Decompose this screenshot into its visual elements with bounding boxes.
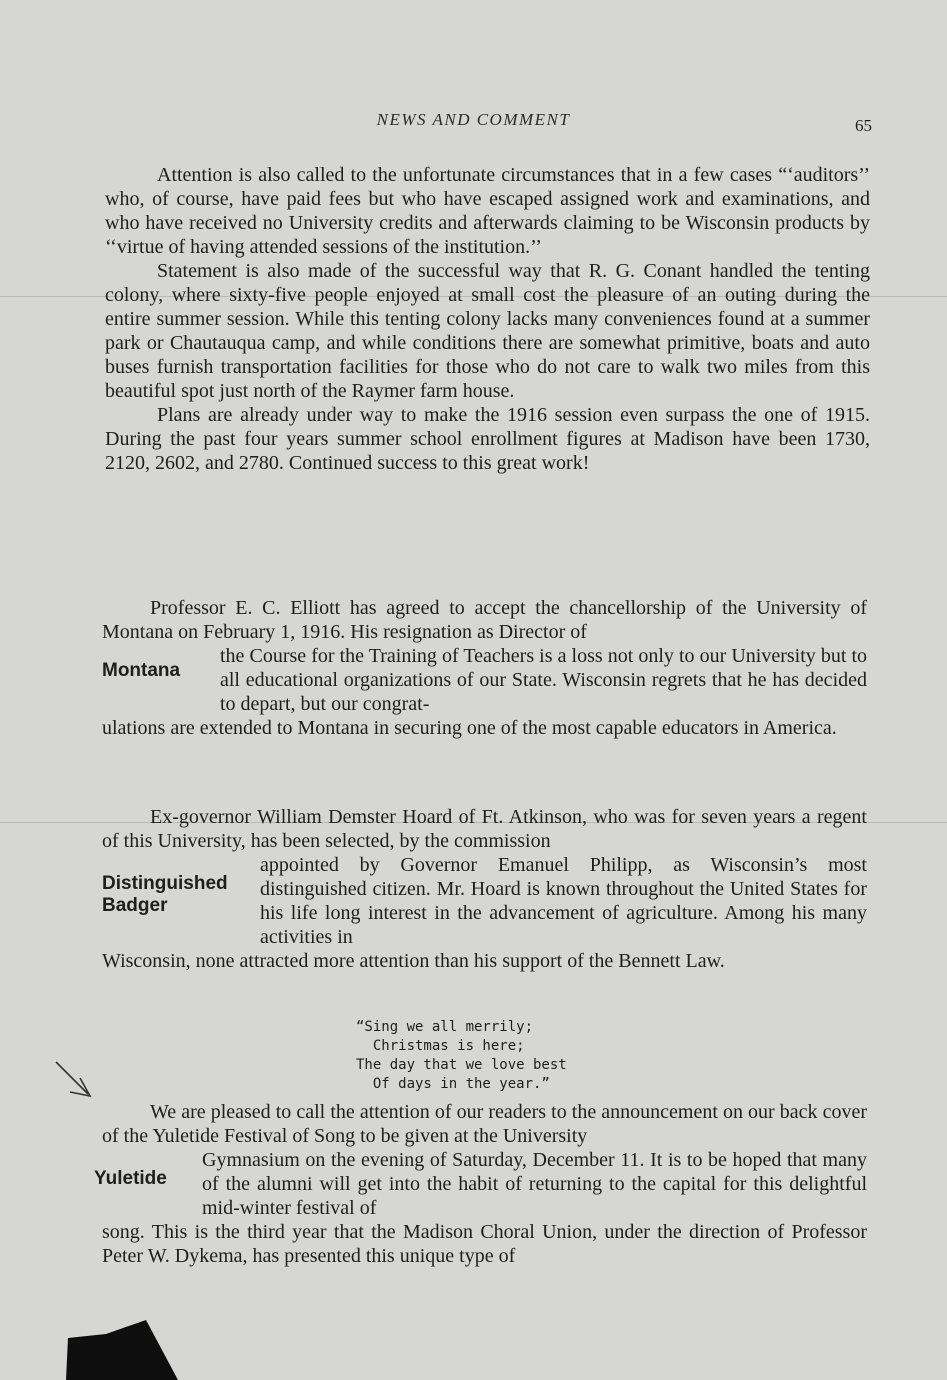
paragraph: Plans are already under way to make the 1916 session even surpass the one of 1915. During the past four years summer school enrollment figures at Madison have been 1730, 2120, 2602, and 2780. Continued success to this great work! [105,404,870,474]
side-heading [102,853,260,949]
page-number: 65 [855,116,872,135]
paragraph-lead: We are pleased to call the attention of our readers to the announcement on our back cover of the Yuletide Festival of Song to be given at the University [102,1101,867,1147]
distinguished-badger-section [102,805,867,973]
verse-line: Of days in the year.” [356,1076,550,1092]
handwritten-arrow-icon [52,1058,102,1102]
summer-session-section [105,163,870,475]
paragraph-inset: Gymnasium on the evening of Saturday, December 11. It is to be hoped that many of the alumni will get into the habit of returning to the capital for this delightful mid-winter festival of [202,1149,867,1219]
side-heading: Yuletide [94,1168,167,1189]
verse-line: “Sing we all merrily; [356,1019,534,1035]
paragraph-inset: appointed by Governor Emanuel Philipp, as Wisconsin’s most distinguished citizen. Mr. Hoard is known throughout the United States for his life long interest in the advancement of agriculture. Among his many activities in [260,854,867,948]
verse-line: The day that we love best [356,1057,567,1073]
ink-blot-icon [66,1320,186,1380]
side-heading-line: Distinguished [102,873,228,894]
montana-section [102,596,867,740]
running-header: NEWS AND COMMENT [376,110,571,129]
side-heading-line: Badger [102,895,168,916]
yuletide-section [94,1100,867,1268]
paragraph: Statement is also made of the successful way that R. G. Conant handled the tenting colony, where sixty-five people enjoyed at small cost the pleasure of an outing during the entire summer session. While this tenting colony lacks many conveniences found at a summer park or Chautauqua camp, and while conditions there are somewhat primitive, boats and auto buses furnish transportation facilities for those who do not care to walk two miles from this beautiful spot just north of the Raymer farm house. [105,260,870,402]
paragraph-inset: the Course for the Training of Teachers is a loss not only to our University but to all educational organizations of our State. Wisconsin regrets that he has decided to depart, but our congrat- [220,645,867,715]
paragraph-lead: Ex-governor William Demster Hoard of Ft. Atkinson, who was for seven years a regent of this University, has been selected, by the commission [102,806,867,852]
verse-quote [356,1018,656,1094]
paragraph-tail: Wisconsin, none attracted more attention than his support of the Bennett Law. [102,950,725,972]
paragraph: Attention is also called to the unfortunate circumstances that in a few cases “‘auditors’’ who, of course, have paid fees but who have escaped assigned work and examinations, and who have received no University credits and afterwards claiming to be Wisconsin products by ‘‘virtue of having attended sessions of the institution.’’ [105,164,870,258]
paragraph-tail: song. This is the third year that the Madison Choral Union, under the direction of Professor Peter W. Dykema, has presented this unique type of [102,1221,867,1267]
side-heading: Montana [102,660,181,681]
paragraph-tail: ulations are extended to Montana in securing one of the most capable educators in America. [102,717,837,739]
verse-line: Christmas is here; [356,1038,525,1054]
paragraph-lead: Professor E. C. Elliott has agreed to accept the chancellorship of the University of Montana on February 1, 1916. His resignation as Director of [102,597,867,643]
